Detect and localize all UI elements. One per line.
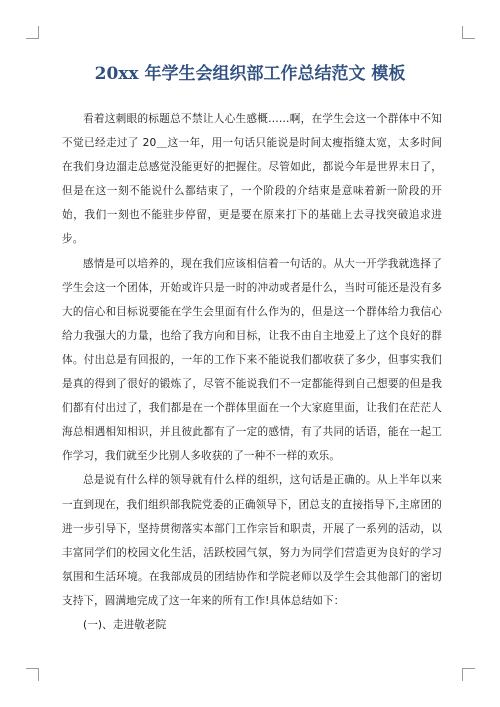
crop-mark-bottom-left bbox=[26, 668, 39, 681]
paragraph-feelings: 感情是可以培养的，现在我们应该相信着一句话的。从大一开学我就选择了学生会这一个团体，开始或许只是一时的冲动或者是什么，当时可能还是没有多大的信心和目标说要能在学生会里面有什么作为的，但是这一个群体给力我信心给力我强大的力量，也给了我方向和目标，让我不由自主地爱上了这个良好的群体。付出总是有回报的，一年的工作下来不能说我们都收获了多少，但事实我们是真的得到了很好的锻炼了，尽管不能说我们不一定都能得到自己想要的但是我们都有付出过了，我们都是在一个群体里面在一个大家庭里面，让我们在茫茫人海总相遇相知相识，并且彼此都有了一定的感情，有了共同的话语，能在一起工作学习，我们就至少比别人多收获的了一种不一样的欢乐。 bbox=[62, 257, 442, 463]
crop-mark-top-right bbox=[462, 26, 475, 39]
paragraph-intro: 看着这刺眼的标题总不禁让人心生感概……啊，在学生会这一个群体中不知不觉已经走过了 20＿这一年，用一句话只能说是时间太瘦指缝太宽，太多时间在我们身边溜走总感觉没能更好的把握住。尽管如此，都说今年是世界末日了，但是在这一刻不能说什么都结束了，一个阶段的介结束是意味着新一阶段的开始，我们一刻也不能驻步停留，更是要在原来打下的基础上去寻找突破追求进步。 bbox=[62, 113, 442, 246]
section-heading-nursing-home: (一)、走进敬老院 bbox=[83, 618, 167, 631]
crop-mark-top-left bbox=[26, 26, 39, 39]
document-title: 20xx 年学生会组织部工作总结范文 模板 bbox=[94, 64, 406, 84]
crop-mark-bottom-right bbox=[462, 668, 475, 681]
paragraph-leadership: 总是说有什么样的领导就有什么样的组织，这句话是正确的。从上半年以来一直到现在，我们组织部我院党委的正确领导下，团总支的直接指导下,主席团的进一步引导下，坚持贯彻落实本部门工作宗旨和职责，开展了一系列的活动，以丰富同学们的校园文化生活，活跃校园气氛，努力为同学们营造更为良好的学习氛围和生活环境。在我部成员的团结协作和学院老师以及学生会其他部门的密切支持下，圆满地完成了这一年来的所有工作!具体总结如下： bbox=[62, 474, 442, 607]
document-body bbox=[62, 107, 442, 637]
